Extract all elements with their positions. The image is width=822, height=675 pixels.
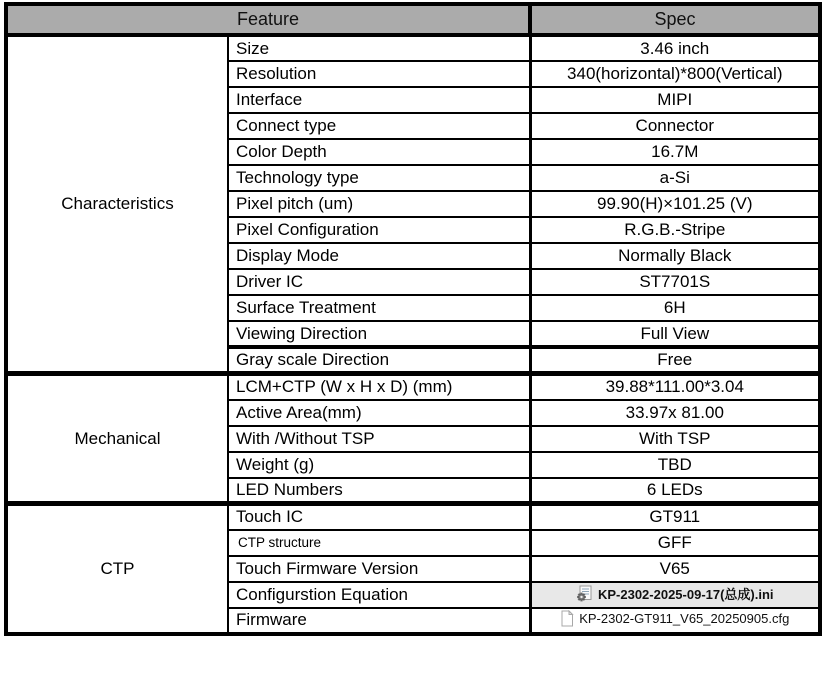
file-name: KP-2302-2025-09-17(总成).ini: [597, 587, 774, 602]
spec-cell: GFF: [530, 530, 820, 556]
group-cell-ctp: CTP: [6, 504, 228, 634]
spec-cell: MIPI: [530, 87, 820, 113]
spec-cell: 3.46 inch: [530, 35, 820, 61]
table-row: [6, 374, 820, 400]
spec-cell: 39.88*111.00*3.04: [530, 374, 820, 400]
header-feature: Feature: [6, 4, 530, 35]
table-row: [6, 504, 820, 530]
feature-cell: Pixel Configuration: [228, 217, 530, 243]
spec-cell: 99.90(H)×101.25 (V): [530, 191, 820, 217]
cfg-file-icon: [560, 610, 574, 627]
header-row: [6, 4, 820, 35]
spec-cell: 340(horizontal)*800(Vertical): [530, 61, 820, 87]
spec-cell: [530, 582, 820, 608]
feature-cell: Weight (g): [228, 452, 530, 478]
ini-file-icon: [576, 585, 593, 602]
feature-cell: Driver IC: [228, 269, 530, 295]
group-cell-mechanical: Mechanical: [6, 374, 228, 504]
spec-cell: 33.97x 81.00: [530, 400, 820, 426]
feature-cell: Viewing Direction: [228, 321, 530, 347]
feature-cell: Surface Treatment: [228, 295, 530, 321]
feature-cell: Color Depth: [228, 139, 530, 165]
feature-cell: Touch IC: [228, 504, 530, 530]
feature-cell: Interface: [228, 87, 530, 113]
spec-cell: 6H: [530, 295, 820, 321]
feature-cell: Configurstion Equation: [228, 582, 530, 608]
feature-cell: Size: [228, 35, 530, 61]
feature-cell: Gray scale Direction: [228, 347, 530, 374]
spec-cell: GT911: [530, 504, 820, 530]
feature-cell: LCM+CTP (W x H x D) (mm): [228, 374, 530, 400]
feature-cell: Touch Firmware Version: [228, 556, 530, 582]
feature-cell: Active Area(mm): [228, 400, 530, 426]
feature-cell: CTP structure: [228, 530, 530, 556]
ini-file-link[interactable]: [576, 584, 774, 603]
cfg-file-link[interactable]: [560, 610, 789, 627]
spec-cell: [530, 608, 820, 634]
feature-cell: Resolution: [228, 61, 530, 87]
spec-cell: ST7701S: [530, 269, 820, 295]
feature-cell: Technology type: [228, 165, 530, 191]
spec-cell: Free: [530, 347, 820, 374]
spec-cell: V65: [530, 556, 820, 582]
spec-cell: a-Si: [530, 165, 820, 191]
spec-cell: Connector: [530, 113, 820, 139]
spec-cell: With TSP: [530, 426, 820, 452]
feature-cell: Connect type: [228, 113, 530, 139]
feature-cell: Display Mode: [228, 243, 530, 269]
feature-cell: Firmware: [228, 608, 530, 634]
spec-cell: R.G.B.-Stripe: [530, 217, 820, 243]
spec-cell: Normally Black: [530, 243, 820, 269]
file-name: KP-2302-GT911_V65_20250905.cfg: [579, 611, 790, 626]
feature-cell: Pixel pitch (um): [228, 191, 530, 217]
spec-cell: 6 LEDs: [530, 478, 820, 504]
table-row: [6, 35, 820, 61]
spec-table: [4, 2, 822, 636]
spec-cell: 16.7M: [530, 139, 820, 165]
header-spec: Spec: [530, 4, 820, 35]
spec-cell: TBD: [530, 452, 820, 478]
spec-cell: Full View: [530, 321, 820, 347]
feature-cell: LED Numbers: [228, 478, 530, 504]
group-cell-characteristics: Characteristics: [6, 35, 228, 374]
feature-cell: With /Without TSP: [228, 426, 530, 452]
